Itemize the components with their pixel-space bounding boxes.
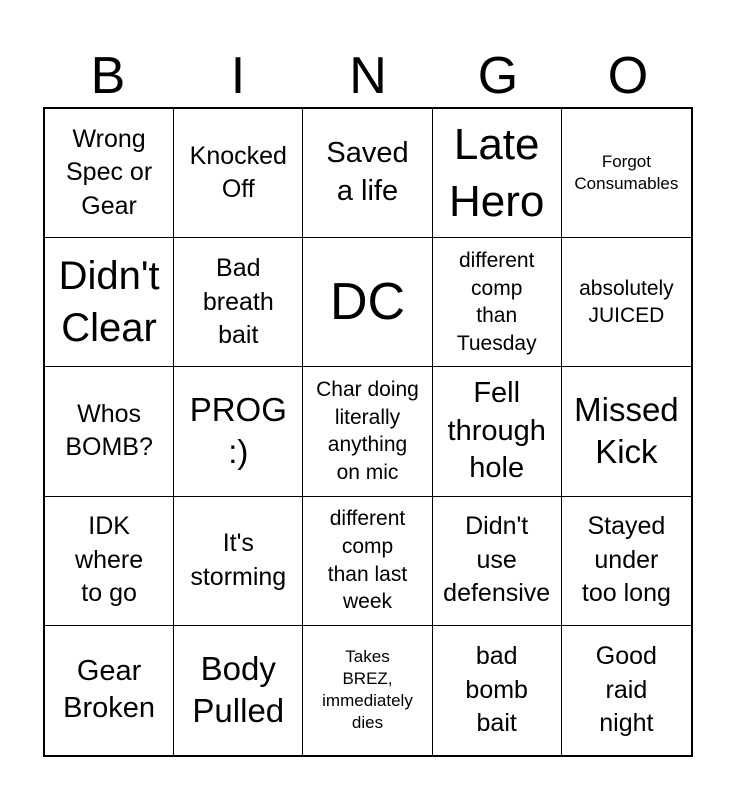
cell-label: bad bomb bait [465,642,528,738]
cell-label: IDK where to go [75,512,144,608]
cell-label: absolutely JUICED [579,276,674,328]
bingo-cell-5-1[interactable] [45,626,174,755]
bingo-cell-1-4[interactable] [433,109,562,238]
bingo-cell-1-5[interactable] [562,109,691,238]
bingo-cell-5-3[interactable] [303,626,432,755]
cell-label: Takes BREZ, immediately dies [322,647,413,733]
cell-label: Saved a life [326,137,409,208]
cell-label: Whos BOMB? [65,399,153,462]
header-letter-n: N [349,47,387,105]
bingo-cell-1-1[interactable] [45,109,174,238]
cell-label: Didn't Clear [58,254,160,351]
cell-label: Forgot Consumables [574,152,679,194]
header-letter-i: I [230,47,246,105]
bingo-board [43,107,693,757]
cell-label: DC [329,273,406,332]
bingo-cell-3-3[interactable] [303,367,432,496]
bingo-cell-4-1[interactable] [45,497,174,626]
bingo-cell-2-1[interactable] [45,238,174,367]
bingo-cell-5-5[interactable] [562,626,691,755]
cell-label: Fell through hole [447,376,546,485]
header-letter-g: G [477,47,519,105]
bingo-cell-2-4[interactable] [433,238,562,367]
bingo-cell-3-4[interactable] [433,367,562,496]
cell-label: Wrong Spec or Gear [66,124,153,220]
cell-label: Char doing literally anything on mic [316,378,419,485]
cell-label: Missed Kick [574,390,679,471]
cell-label: Body Pulled [192,649,285,730]
cell-label: Didn't use defensive [443,512,551,608]
cell-label: Gear Broken [63,654,156,725]
bingo-cell-5-2[interactable] [174,626,303,755]
cell-label: Stayed under too long [581,512,671,608]
bingo-cell-1-3[interactable] [303,109,432,238]
bingo-cell-2-2[interactable] [174,238,303,367]
bingo-cell-4-4[interactable] [433,497,562,626]
bingo-cell-3-2[interactable] [174,367,303,496]
bingo-cell-3-5[interactable] [562,367,691,496]
cell-label: PROG :) [189,390,287,471]
cell-label: Bad breath bait [202,254,274,350]
cell-label: different comp than Tuesday [456,248,537,355]
bingo-cell-5-4[interactable] [433,626,562,755]
bingo-cell-4-2[interactable] [174,497,303,626]
bingo-cell-4-3[interactable] [303,497,432,626]
bingo-cell-2-5[interactable] [562,238,691,367]
bingo-header [43,46,693,106]
cell-label: Good raid night [595,642,657,738]
bingo-cell-3-1[interactable] [45,367,174,496]
cell-label: Knocked Off [189,141,287,204]
cell-label: Late Hero [449,119,545,227]
header-letter-b: B [90,47,126,105]
header-letter-o: O [607,47,649,105]
cell-label: It's storming [190,529,287,591]
bingo-cell-2-3[interactable] [303,238,432,367]
bingo-cell-4-5[interactable] [562,497,691,626]
cell-label: different comp than last week [327,507,408,614]
bingo-cell-1-2[interactable] [174,109,303,238]
